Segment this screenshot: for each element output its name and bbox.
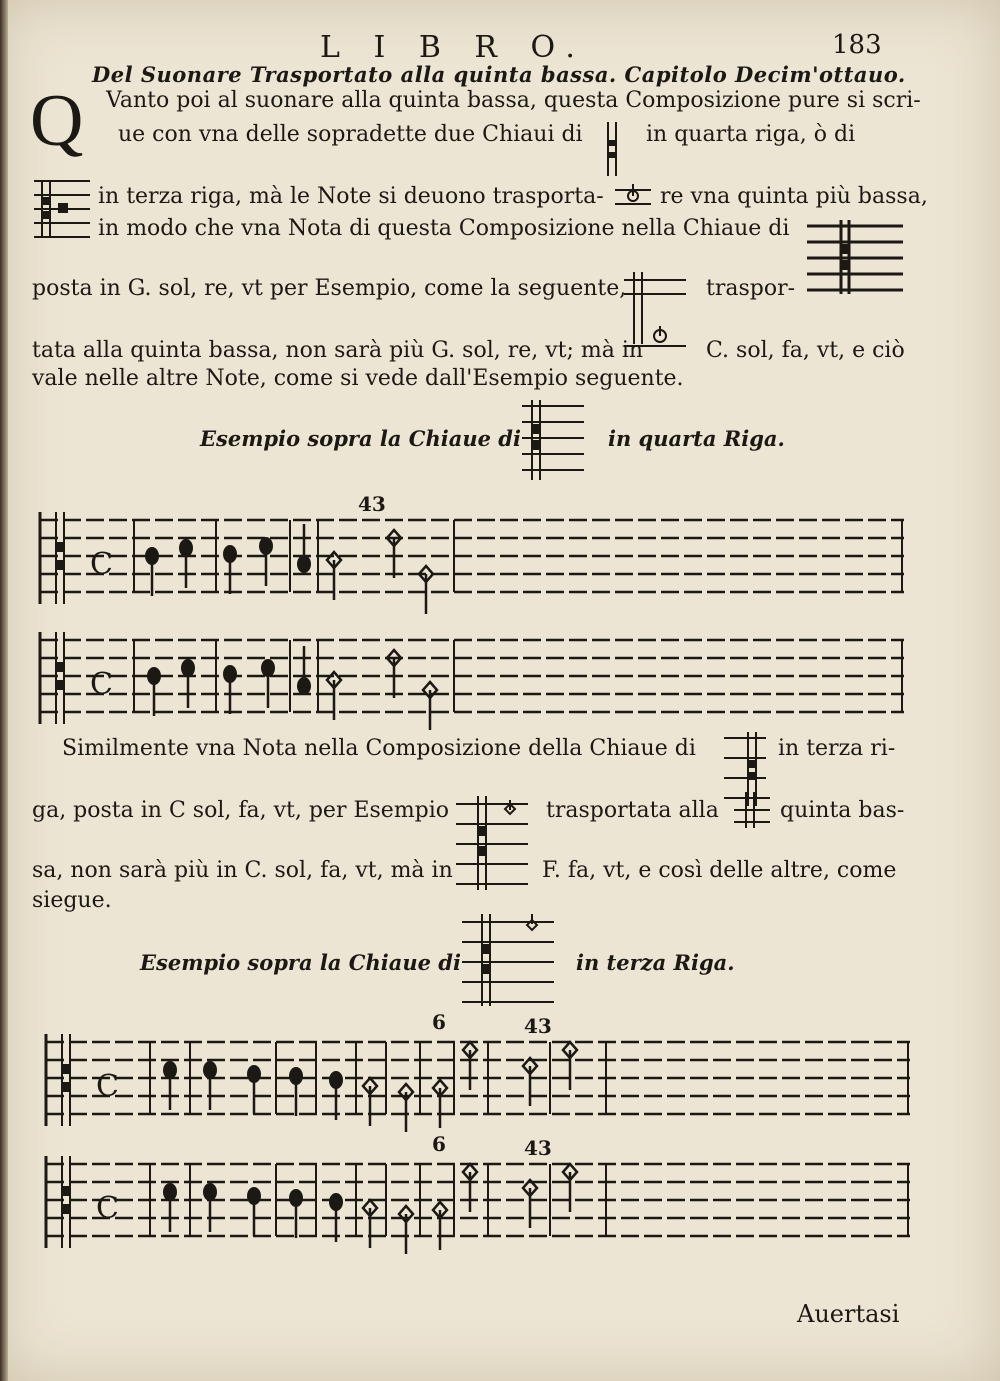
paragraph1-line1: Vanto poi al suonare alla quinta bassa, questa Composizione pure si scri- [106,88,921,113]
paragraph2-line4: siegue. [32,888,112,913]
paragraph2-line1a: Similmente vna Nota nella Composizione della Chiaue di [62,736,696,761]
svg-text:C: C [90,667,113,702]
page-edge [0,0,8,1381]
paragraph2-line2c: quinta bas- [780,798,905,823]
example2-title-right: in terza Riga. [576,950,735,975]
c-clef-glyph [518,396,588,484]
example1-staff-lower [34,628,910,738]
catchword: Auertasi [797,1300,900,1328]
c-clef-glyph [732,790,772,830]
c-clef-glyph [458,908,558,1008]
paragraph1-line2: ue con vna delle sopradette due Chiaui di [118,122,583,147]
figured-bass: 6 [432,1010,446,1034]
note-glyph [613,182,653,212]
page-number: 183 [832,30,882,60]
figured-bass: 43 [524,1136,552,1160]
paragraph1-line3b: re vna quinta più bassa, [660,184,928,209]
paragraph1-line3a: in terza riga, mà le Note si deuono trasporta- [98,184,604,209]
example1-title-left: Esempio sopra la Chiaue di [200,426,521,451]
running-head: L I B R O. [320,30,587,65]
c-clef-glyph [602,118,632,180]
example1-title-right: in quarta Riga. [608,426,785,451]
c-clef-glyph [30,175,94,245]
figured-bass: 43 [358,492,386,516]
paragraph2-line3a: sa, non sarà più in C. sol, fa, vt, mà in [32,858,453,883]
paragraph1-line7: vale nelle altre Note, come si vede dall'Esempio seguente. [32,366,684,391]
note-glyph [620,268,690,368]
paragraph1-line6a: tata alla quinta bassa, non sarà più G. sol, re, vt; mà in [32,338,644,363]
paragraph1-line6b: C. sol, fa, vt, e ciò [706,338,905,363]
example1-staff-upper [34,508,910,618]
paragraph2-line2a: ga, posta in C sol, fa, vt, per Esempio [32,798,450,823]
c-clef-glyph [452,790,532,900]
paragraph2-line2b: trasportata alla [546,798,719,823]
paragraph1-line5b: traspor- [706,276,796,301]
svg-text:C: C [90,547,113,582]
figured-bass: 43 [524,1014,552,1038]
example2-staff-lower [40,1152,916,1262]
figured-bass: 6 [432,1132,446,1156]
paragraph1-line5a: posta in G. sol, re, vt per Esempio, come la seguente, [32,276,627,301]
chapter-title: Del Suonare Trasportato alla quinta bassa. Capitolo Decim'ottauo. [92,62,906,87]
example2-title-left: Esempio sopra la Chiaue di [140,950,461,975]
paragraph1-line2b: in quarta riga, ò di [646,122,856,147]
c-clef-glyph [805,214,905,314]
drop-cap: Q [30,80,84,162]
svg-text:C: C [96,1191,119,1226]
example2-staff-upper [40,1030,916,1140]
paragraph2-line1b: in terza ri- [778,736,896,761]
svg-text:C: C [96,1069,119,1104]
paragraph1-line4: in modo che vna Nota di questa Composizione nella Chiaue di [98,216,790,241]
paragraph2-line3b: F. fa, vt, e così delle altre, come [542,858,897,883]
